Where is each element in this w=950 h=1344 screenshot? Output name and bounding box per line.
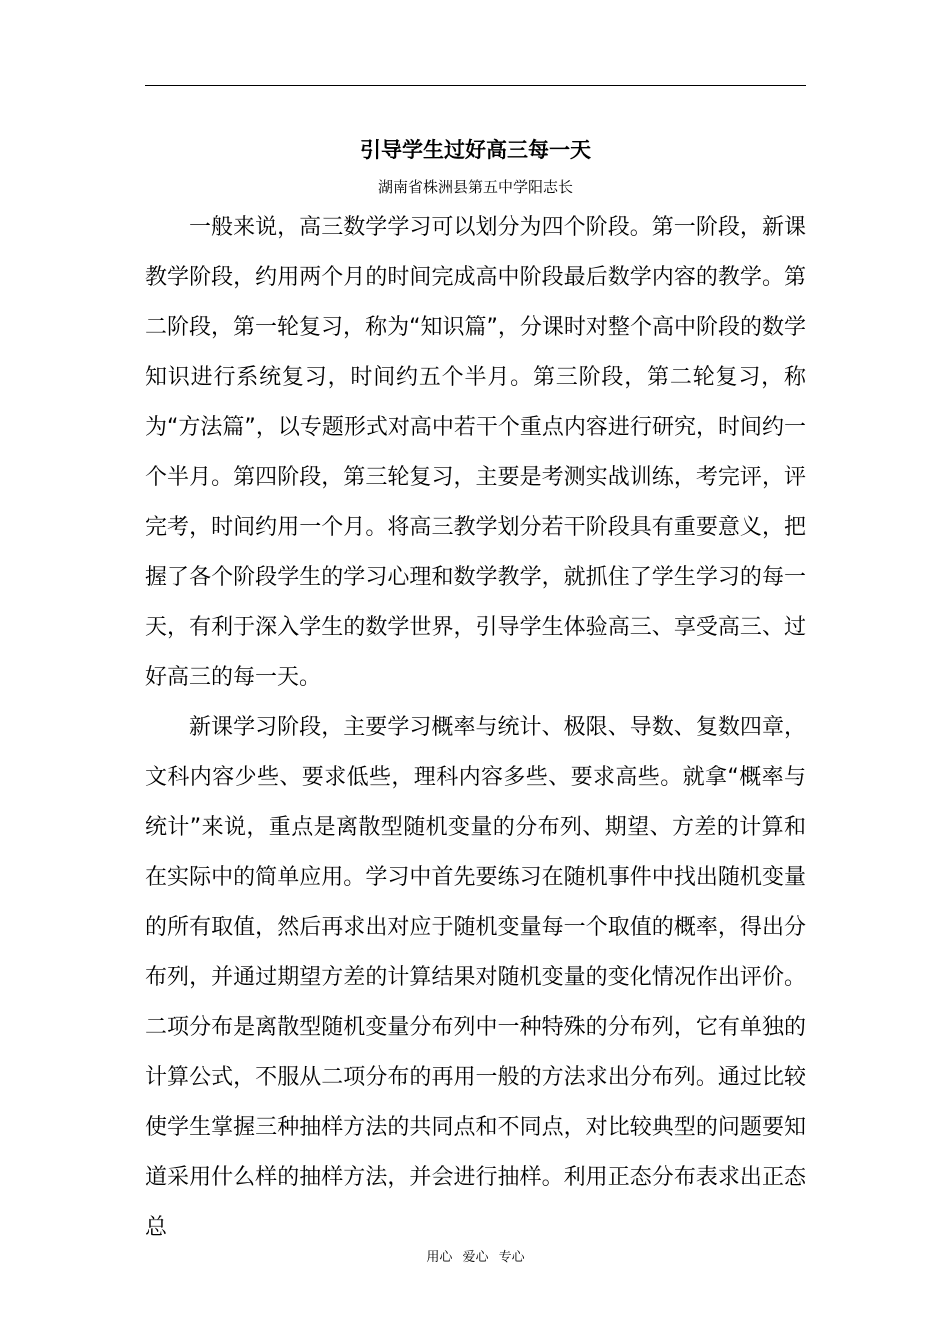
page-footer: 用心 爱心 专心 [426,1250,525,1265]
document-title: 引导学生过好高三每一天 [360,138,591,162]
paragraph: 一般来说，高三数学学习可以划分为四个阶段。第一阶段，新课教学阶段，约用两个月的时间完成高中阶段最后数学内容的教学。第二阶段，第一轮复习，称为“知识篇”，分课时对整个高中阶段的数学知识进行系统复习，时间约五个半月。第三阶段，第二轮复习，称为“方法篇”，以专题形式对高中若干个重点内容进行研究，时间约一个半月。第四阶段，第三轮复习，主要是考测实战训练，考完评，评完考，时间约用一个月。将高三教学划分若干阶段具有重要意义，把握了各个阶段学生的学习心理和数学教学，就抓住了学生学习的每一天，有利于深入学生的数学世界，引导学生体验高三、享受高三、过好高三的每一天。 [145,215,806,690]
author-line: 湖南省株洲县第五中学阳志长 [377,178,573,196]
header-rule [145,85,806,86]
document-body [145,203,806,1240]
paragraph: 新课学习阶段，主要学习概率与统计、极限、导数、复数四章，文科内容少些、要求低些，理科内容多些、要求高些。就拿“概率与统计”来说，重点是离散型随机变量的分布列、期望、方差的计算和在实际中的简单应用。学习中首先要练习在随机事件中找出随机变量的所有取值，然后再求出对应于随机变量每一个取值的概率，得出分布列，并通过期望方差的计算结果对随机变量的变化情况作出评价。二项分布是离散型随机变量分布列中一种特殊的分布列，它有单独的计算公式，不服从二项分布的再用一般的方法求出分布列。通过比较使学生掌握三种抽样方法的共同点和不同点，对比较典型的问题要知道采用什么样的抽样方法，并会进行抽样。利用正态分布表求出正态总 [145,715,806,1240]
